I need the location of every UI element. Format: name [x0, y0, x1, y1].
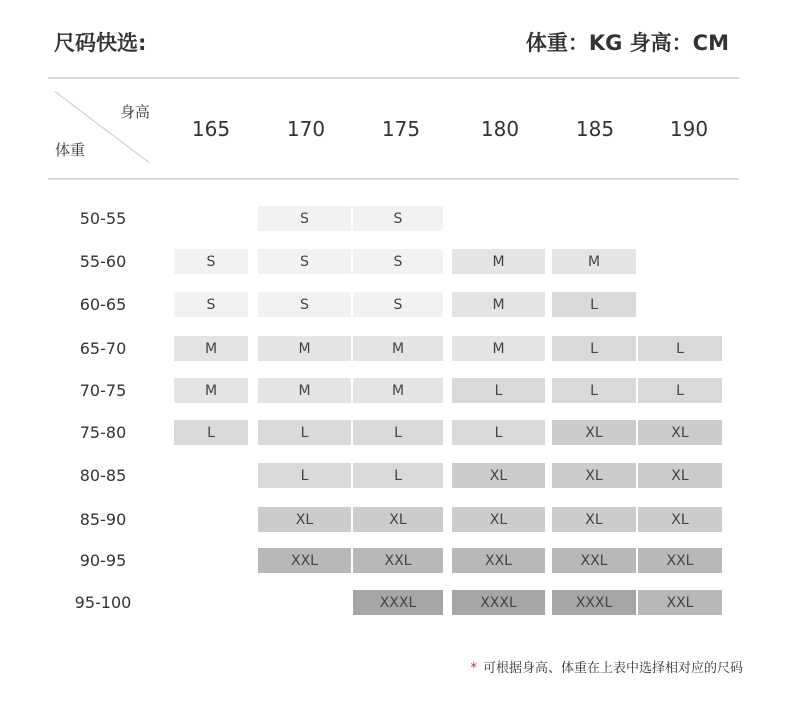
- weight-label: 95-100: [74, 593, 132, 612]
- size-cell: L: [552, 378, 636, 403]
- weight-label: 85-90: [79, 510, 127, 529]
- size-cell: M: [258, 378, 351, 403]
- size-cell: XL: [552, 507, 636, 532]
- size-cell: S: [353, 249, 443, 274]
- size-cell: L: [258, 463, 351, 488]
- footnote-mark: *: [470, 661, 477, 676]
- size-cell: XL: [638, 420, 722, 445]
- height-header-165: 165: [191, 117, 231, 141]
- size-cell: M: [353, 336, 443, 361]
- size-cell: L: [552, 292, 636, 317]
- size-cell: XL: [353, 507, 443, 532]
- height-header-170: 170: [286, 117, 326, 141]
- weight-label: 80-85: [79, 466, 127, 485]
- weight-label: 55-60: [79, 252, 127, 271]
- size-cell: M: [452, 292, 545, 317]
- weight-label: 60-65: [79, 295, 127, 314]
- size-cell: XXL: [452, 548, 545, 573]
- size-cell: XL: [552, 463, 636, 488]
- size-cell: L: [638, 336, 722, 361]
- units-label: 体重：KG 身高：CM: [525, 31, 729, 55]
- footnote-text: 可根据身高、体重在上表中选择相对应的尺码: [482, 661, 743, 676]
- header-divider: [48, 178, 739, 180]
- size-cell: XL: [452, 463, 545, 488]
- height-header-190: 190: [669, 117, 709, 141]
- size-cell: S: [174, 292, 248, 317]
- size-cell: S: [174, 249, 248, 274]
- size-cell: L: [174, 420, 248, 445]
- size-cell: S: [353, 206, 443, 231]
- size-cell: L: [452, 420, 545, 445]
- size-cell: XXL: [552, 548, 636, 573]
- page-title: 尺码快选:: [54, 31, 147, 55]
- size-cell: XXL: [258, 548, 351, 573]
- size-cell: S: [258, 206, 351, 231]
- size-cell: S: [258, 292, 351, 317]
- size-cell: L: [353, 463, 443, 488]
- weight-label: 75-80: [79, 423, 127, 442]
- top-divider: [48, 77, 739, 79]
- size-cell: M: [452, 249, 545, 274]
- footnote: [470, 657, 743, 676]
- weight-label: 90-95: [79, 551, 127, 570]
- size-cell: XXXL: [452, 590, 545, 615]
- size-cell: M: [174, 336, 248, 361]
- size-cell: XXL: [353, 548, 443, 573]
- size-cell: XL: [452, 507, 545, 532]
- size-cell: L: [258, 420, 351, 445]
- size-cell: XXL: [638, 590, 722, 615]
- size-cell: M: [353, 378, 443, 403]
- size-cell: S: [353, 292, 443, 317]
- size-cell: XXL: [638, 548, 722, 573]
- size-cell: XL: [638, 463, 722, 488]
- size-cell: XL: [258, 507, 351, 532]
- size-cell: S: [258, 249, 351, 274]
- weight-label: 70-75: [79, 381, 127, 400]
- size-cell: XXXL: [353, 590, 443, 615]
- size-cell: L: [638, 378, 722, 403]
- size-cell: XL: [638, 507, 722, 532]
- size-cell: L: [353, 420, 443, 445]
- size-cell: M: [552, 249, 636, 274]
- height-header-175: 175: [381, 117, 421, 141]
- corner-label-weight: 体重: [55, 141, 86, 159]
- size-cell: XXXL: [552, 590, 636, 615]
- corner-label-height: 身高: [120, 103, 151, 121]
- size-cell: L: [452, 378, 545, 403]
- size-cell: M: [174, 378, 248, 403]
- size-cell: XL: [552, 420, 636, 445]
- weight-label: 65-70: [79, 339, 127, 358]
- size-cell: M: [452, 336, 545, 361]
- weight-label: 50-55: [79, 209, 127, 228]
- height-header-180: 180: [480, 117, 520, 141]
- height-header-185: 185: [575, 117, 615, 141]
- size-cell: M: [258, 336, 351, 361]
- size-cell: L: [552, 336, 636, 361]
